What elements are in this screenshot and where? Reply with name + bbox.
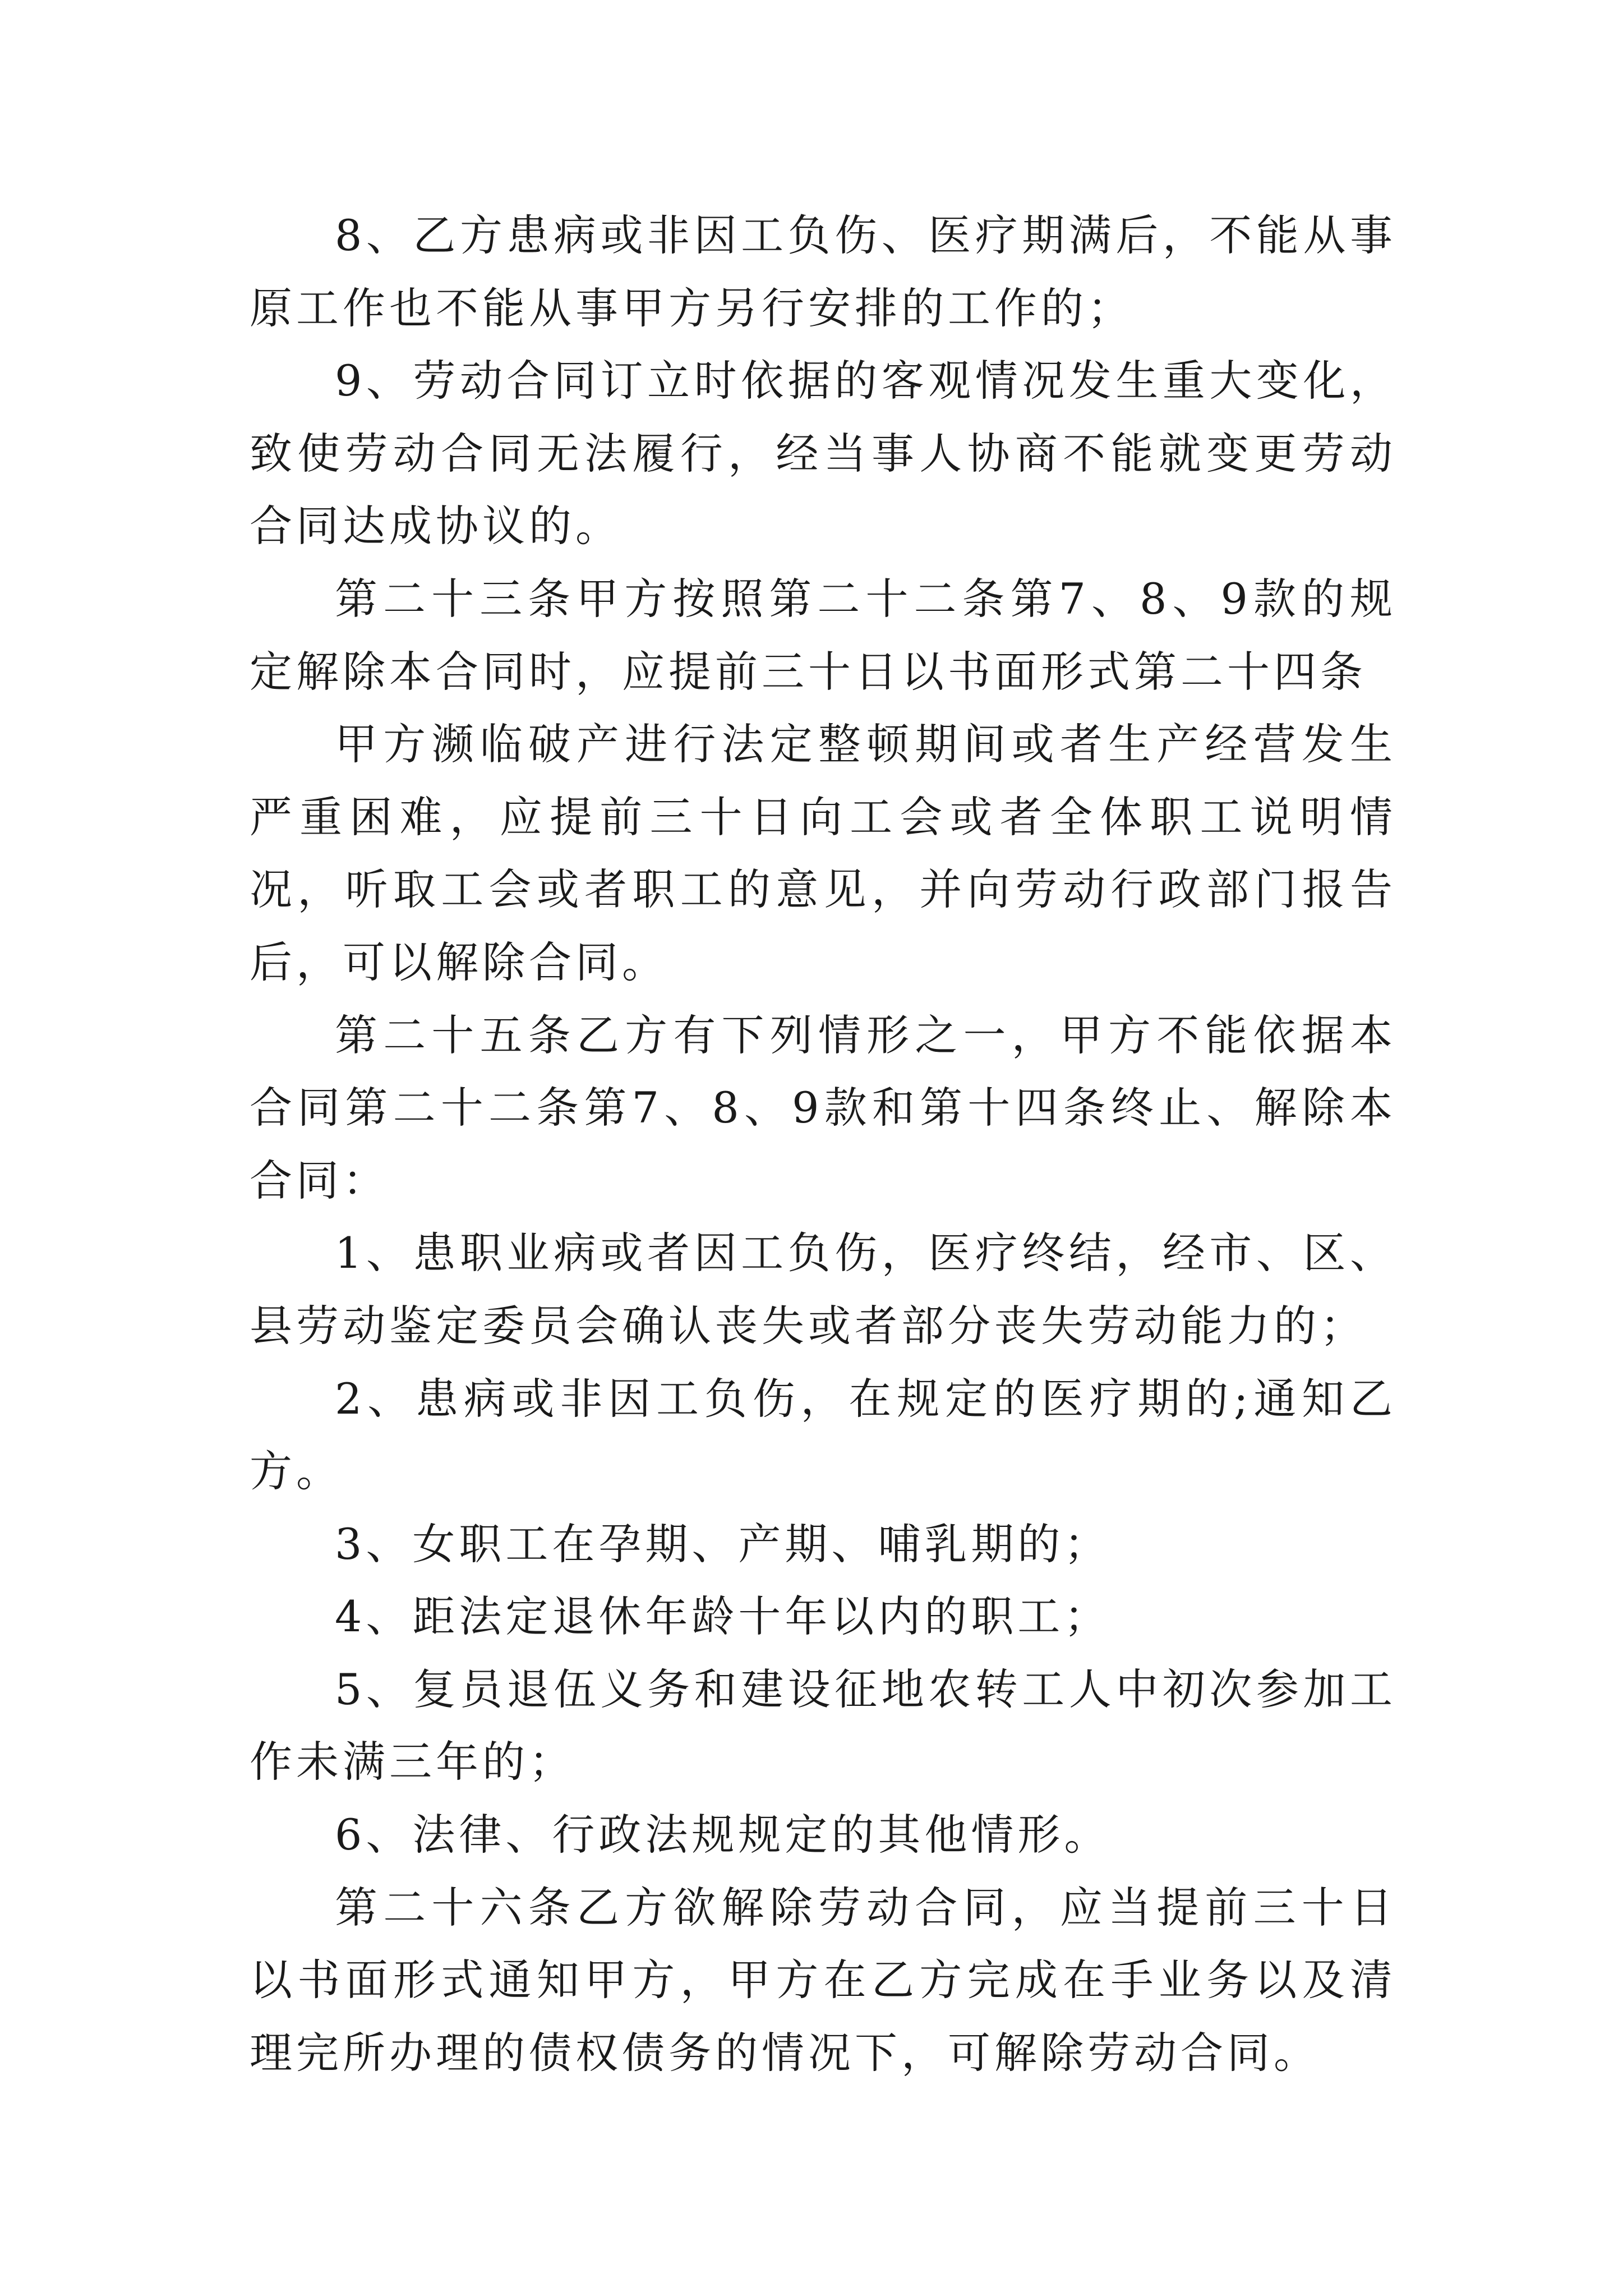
article-25-item-3: 3、女职工在孕期、产期、哺乳期的； [335,1519,1111,1569]
article-24-body: 甲方濒临破产进行法定整顿期间或者生产经营发生严重困难，应提前三十日向工会或者全体职工说明情况，听取工会或者职工的意见，并向劳动行政部门报告后，可以解除合同。 [250,719,1396,987]
article-25-item-4: 4、距法定退休年龄十年以内的职工； [335,1591,1111,1642]
document-body [250,199,1396,2089]
article-26: 第二十六条乙方欲解除劳动合同，应当提前三十日以书面形式通知甲方，甲方在乙方完成在手业务以及清理完所办理的债权债务的情况下，可解除劳动合同。 [250,1882,1396,2078]
article-23: 第二十三条甲方按照第二十二条第7、8、9款的规定解除本合同时，应提前三十日以书面形式第二十四条 [250,573,1396,697]
article-25-item-2: 2、患病或非因工负伤，在规定的医疗期的;通知乙方。 [250,1373,1396,1497]
article-25-item-5: 5、复员退伍义务和建设征地农转工人中初次参加工作未满三年的； [250,1664,1396,1787]
clause-22-item-8: 8、乙方患病或非因工负伤、医疗期满后，不能从事原工作也不能从事甲方另行安排的工作的； [250,210,1396,333]
clause-22-item-9: 9、劳动合同订立时依据的客观情况发生重大变化，致使劳动合同无法履行，经当事人协商不能就变更劳动合同达成协议的。 [250,356,1396,551]
article-25-item-6: 6、法律、行政法规规定的其他情形。 [335,1810,1111,1860]
article-25-item-1: 1、患职业病或者因工负伤，医疗终结，经市、区、县劳动鉴定委员会确认丧失或者部分丧失劳动能力的； [250,1228,1396,1351]
article-25: 第二十五条乙方有下列情形之一，甲方不能依据本合同第二十二条第7、8、9款和第十四条终止、解除本合同： [250,1010,1396,1205]
